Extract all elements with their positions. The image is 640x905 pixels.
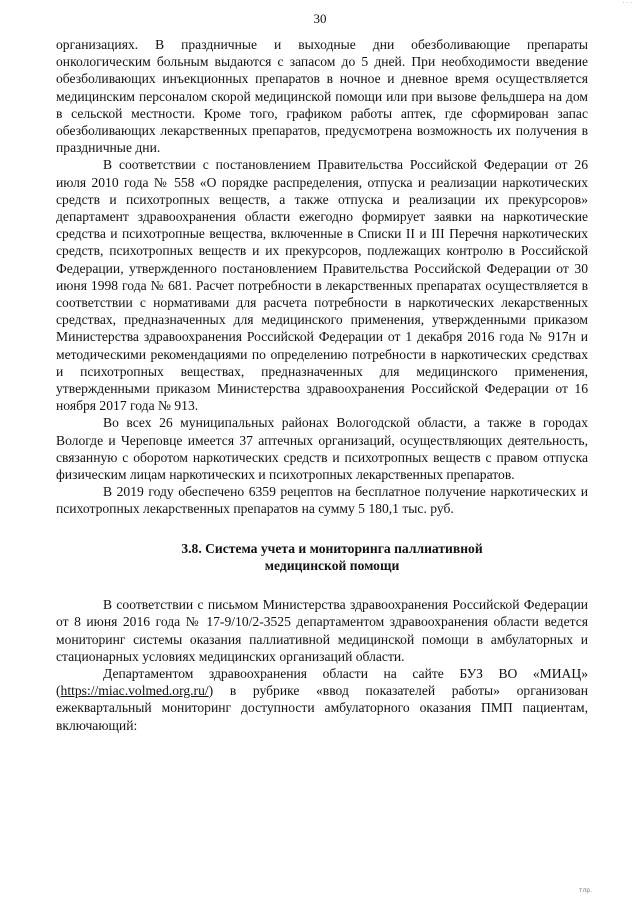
section-heading-line-1: 3.8. Система учета и мониторинга паллиативной xyxy=(181,540,483,556)
section-heading-line-2: медицинской помощи xyxy=(264,557,400,573)
miac-text-after: ) в рубрике «ввод показателей работы» организован ежеквартальный мониторинг доступности амбулаторного оказания ПМП пациентам, включающий: xyxy=(56,683,588,733)
scan-footer-mark: тлр. xyxy=(578,887,592,894)
page-number: 30 xyxy=(313,11,327,26)
miac-website-link[interactable]: https://miac.volmed.org.ru/ xyxy=(60,683,209,699)
paragraph-monitoring-letter: В соответствии с письмом Министерства здравоохранения Российской Федерации от 8 июня 2016 года № 17-9/10/2-3525 департаментом здравоохранения области ведется мониторинг системы оказания паллиативной медицинской помощи в амбулаторных и стационарных условиях медицинских организаций области. xyxy=(56,597,588,664)
paragraph-palliative-drugs-holidays: организациях. В праздничные и выходные дни обезболивающие препараты онкологическим больным выдаются с запасом до 5 дней. При необходимости введение обезболивающих инъекционных препаратов в ночное и дневное время осуществляется медицинским персоналом скорой медицинской помощи или при вызове фельдшера на дом в сельской местности. Кроме того, графиком работы аптек, где сформирован запас обезболивающих лекарственных препаратов, предусмотрена возможность их получения в праздничные дни. xyxy=(56,37,588,156)
paragraph-prescriptions-2019: В 2019 году обеспечено 6359 рецептов на бесплатное получение наркотических и психотропных лекарственных препаратов на сумму 5 180,1 тыс. руб. xyxy=(56,484,588,517)
document-body xyxy=(56,36,588,734)
miac-text-before: Департаментом здравоохранения области на сайте БУЗ ВО «МИАЦ» ( xyxy=(56,665,588,699)
paragraph-narcotic-requests: В соответствии с постановлением Правительства Российской Федерации от 26 июля 2010 года № 558 «О порядке распределения, отпуска и реализации наркотических средств и психотропных веществ, а также отпуска и реализации их прекурсоров» департамент здравоохранения области ежегодно формирует заявки на наркотические средства и психотропные вещества, включенные в Списки II и III Перечня наркотических средств, психотропных веществ и их прекурсоров, подлежащих контролю в Российской Федерации, утвержденного постановлением Правительства Российской Федерации от 30 июня 1998 года № 681. Расчет потребности в лекарственных препаратах осуществляется в соответствии с нормативами для расчета потребности в наркотических лекарственных средствах, предназначенных для медицинского применения, утвержденными приказом Министерства здравоохранения Российской Федерации от 1 декабря 2016 года № 917н и методическими рекомендациями по определению потребности в наркотических средствах и психотропных веществах, предназначенных для медицинского применения, утвержденными приказом Министерства здравоохранения Российской Федерации от 16 ноября 2017 года № 913. xyxy=(56,157,588,414)
paragraph-miac-monitoring xyxy=(56,665,588,734)
section-heading xyxy=(56,540,588,574)
paragraph-pharmacy-organizations: Во всех 26 муниципальных районах Вологодской области, а также в городах Вологде и Череповце имеется 37 аптечных организаций, осуществляющих деятельность, связанную с оборотом наркотических средств и психотропных веществ с правом отпуска физическим лицам наркотических и психотропных лекарственных препаратов. xyxy=(56,415,588,483)
scan-corner-mark: · · · xyxy=(622,0,632,7)
